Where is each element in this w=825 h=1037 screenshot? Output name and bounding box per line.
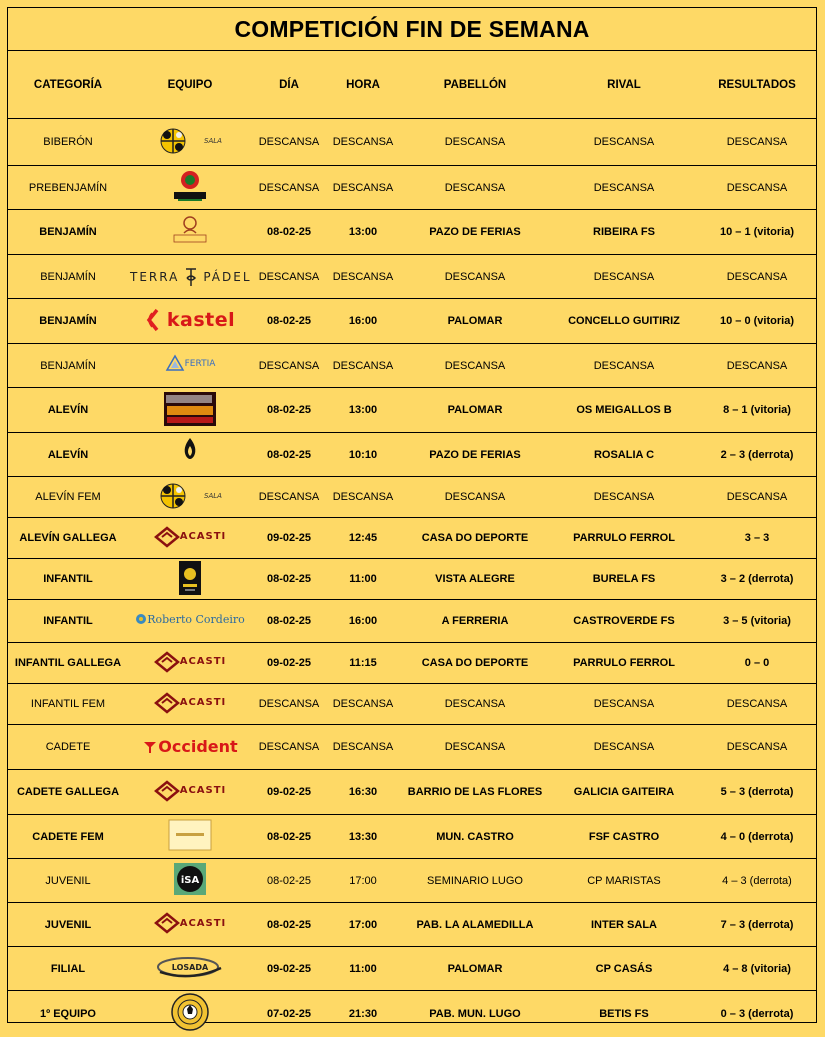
result-cell: DESCANSA [698,477,816,518]
acasti-icon [154,780,180,802]
venue-cell: PAB. MUN. LUGO [429,1007,521,1020]
date-cell: DESCANSA [252,119,326,166]
category-cell: BIBERÓN [8,119,128,166]
table-row [8,388,816,433]
date-cell: 09-02-25 [252,518,326,559]
crest-icon [170,992,210,1032]
team-logo-cell [128,559,252,600]
time-cell: 10:10 [326,433,400,477]
category-cell: 1º EQUIPO [40,1007,96,1020]
table-row [8,119,816,166]
rival-cell: DESCANSA [550,725,698,770]
acasti-logo [154,780,227,802]
team-logo-cell [128,166,252,210]
candelas-icon [170,436,210,470]
time-cell: 16:30 [326,770,400,815]
isa-green-logo [173,862,207,896]
rival-cell: OS MEIGALLOS B [550,388,698,433]
team-logo-cell [128,859,252,903]
crest-logo [170,992,210,1032]
category-cell: CADETE GALLEGA [8,770,128,815]
category-cell: ALEVÍN [8,433,128,477]
time-cell: 11:00 [326,559,400,600]
team-logo-cell [128,388,252,433]
table-row [8,947,816,991]
result-cell: 4 – 8 (vitoria) [698,947,816,991]
category-cell: BENJAMÍN [8,344,128,388]
team-logo-text: ACASTI [179,785,227,796]
team-logo-cell [128,299,252,344]
time-cell: 16:00 [326,299,400,344]
date-cell: DESCANSA [252,684,326,725]
bar-dark-icon [178,560,202,596]
time-cell: 21:30 [348,1007,378,1020]
venue-cell: MUN. CASTRO [400,815,550,859]
codigocar-logo [163,391,217,427]
time-cell: DESCANSA [326,344,400,388]
bar-dark-logo [178,560,202,596]
venue-cell: PAZO DE FERIAS [400,210,550,255]
date-cell: 08-02-25 [252,388,326,433]
venue-cell: DESCANSA [400,255,550,299]
venue-cell: PAZO DE FERIAS [400,433,550,477]
acasti-icon [154,526,180,548]
category-cell: ALEVÍN [8,388,128,433]
team-logo-cell [128,210,252,255]
result-cell: 3 – 2 (derrota) [698,559,816,600]
date-cell: DESCANSA [252,344,326,388]
terra-padel-logo [130,266,252,288]
category-cell: JUVENIL [8,903,128,947]
category-cell: CADETE FEM [8,815,128,859]
rival-cell: DESCANSA [550,166,698,210]
category-cell: ALEVÍN GALLEGA [8,518,128,559]
category-cell: CADETE [8,725,128,770]
acasti-logo [154,526,227,548]
table-row [8,684,816,725]
team-logo-text: Roberto Cordeiro [147,613,245,626]
venue-cell: CASA DO DEPORTE [400,643,550,684]
team-logo-cell [128,433,252,477]
category-cell: PREBENJAMÍN [8,166,128,210]
table-row [8,210,816,255]
date-cell: 08-02-25 [252,859,326,903]
acasti-icon [154,651,180,673]
date-cell: 08-02-25 [252,600,326,643]
team-logo-text: TERRA [130,269,180,284]
venue-cell: DESCANSA [400,344,550,388]
table-row [8,477,816,518]
time-cell: DESCANSA [326,255,400,299]
rival-cell: DESCANSA [550,344,698,388]
roberto-cordeiro-icon [135,613,147,627]
schedule-rows [8,119,816,1037]
venue-cell: A FERRERIA [400,600,550,643]
team-logo-cell [128,255,252,299]
rival-cell: PARRULO FERROL [550,518,698,559]
date-cell: DESCANSA [252,477,326,518]
result-cell: DESCANSA [698,166,816,210]
acasti-logo [154,692,227,714]
venue-cell: VISTA ALEGRE [400,559,550,600]
date-cell: 08-02-25 [252,210,326,255]
time-cell: DESCANSA [326,166,400,210]
box-gold-logo [168,819,212,851]
venue-cell: CASA DO DEPORTE [400,518,550,559]
team-logo-cell [128,600,252,643]
result-cell: 2 – 3 (derrota) [698,433,816,477]
fertia-logo [165,354,216,374]
table-row [8,518,816,559]
date-cell: DESCANSA [252,255,326,299]
team-logo-text: ACASTI [179,917,227,929]
date-cell: 08-02-25 [252,433,326,477]
rival-cell: DESCANSA [550,477,698,518]
team-logo-text: FERTIA [184,359,216,369]
header-resultados: RESULTADOS [698,51,816,119]
venue-cell: DESCANSA [400,684,550,725]
date-cell: 08-02-25 [252,299,326,344]
kastel-logo [145,307,235,333]
date-cell: DESCANSA [252,725,326,770]
lugope-logo [168,213,212,249]
category-cell: BENJAMÍN [8,299,128,344]
team-logo-cell [128,725,252,770]
fertia-icon [165,354,185,374]
rival-cell: CASTROVERDE FS [550,600,698,643]
venue-cell: PAB. LA ALAMEDILLA [400,903,550,947]
team-logo-text: ACASTI [179,697,227,708]
venue-cell: PALOMAR [400,388,550,433]
time-cell: 16:00 [326,600,400,643]
table-row [8,255,816,299]
table-row [8,433,816,477]
team-logo-text: SALA [204,491,222,500]
acasti-logo [154,912,227,934]
team-logo-text: Occident [158,736,238,756]
header-pabellon: PABELLÓN [400,51,550,119]
rival-cell: BURELA FS [550,559,698,600]
acasti-icon [154,692,180,714]
rival-cell: PARRULO FERROL [550,643,698,684]
result-cell: DESCANSA [698,344,816,388]
rival-cell: ROSALIA C [550,433,698,477]
result-cell: 0 – 3 (derrota) [720,1007,794,1020]
date-cell: DESCANSA [252,166,326,210]
zertin-icon [165,169,215,203]
rival-cell: CP CASÁS [550,947,698,991]
schedule-table [8,51,816,1037]
table-row [8,643,816,684]
acasti-logo [154,651,227,673]
time-cell: DESCANSA [326,725,400,770]
rival-cell: RIBEIRA FS [550,210,698,255]
rival-cell: DESCANSA [550,684,698,725]
title-row [8,8,816,51]
header-categoria: CATEGORÍA [8,51,128,119]
occident-logo [142,737,237,756]
isa-green-icon [173,862,207,896]
header-equipo: EQUIPO [128,51,252,119]
table-row [8,600,816,643]
team-logo-cell [128,119,252,166]
time-cell: DESCANSA [326,684,400,725]
table-row [8,559,816,600]
result-cell: DESCANSA [698,684,816,725]
terra-padel-icon [183,266,199,288]
kastel-icon [145,307,167,333]
time-cell: 13:00 [326,210,400,255]
time-cell: 13:00 [326,388,400,433]
rival-cell: BETIS FS [599,1007,649,1020]
result-cell: 5 – 3 (derrota) [698,770,816,815]
header-rival: RIVAL [550,51,698,119]
rival-cell: FSF CASTRO [550,815,698,859]
rival-cell: CP MARISTAS [550,859,698,903]
rival-cell: GALICIA GAITEIRA [550,770,698,815]
venue-cell: PALOMAR [400,947,550,991]
venue-cell: DESCANSA [400,477,550,518]
result-cell: DESCANSA [698,255,816,299]
venue-cell: SEMINARIO LUGO [400,859,550,903]
header-hora: HORA [326,51,400,119]
table-row [8,725,816,770]
category-cell: BENJAMÍN [8,210,128,255]
result-cell: 0 – 0 [698,643,816,684]
category-cell: INFANTIL [8,600,128,643]
table-row [8,815,816,859]
category-cell: BENJAMÍN [8,255,128,299]
ball-sala-logo [158,126,222,156]
table-row [8,166,816,210]
date-cell: 09-02-25 [252,643,326,684]
table-row [8,770,816,815]
ball-sala-logo [158,481,222,511]
time-cell: 12:45 [326,518,400,559]
venue-cell: DESCANSA [400,119,550,166]
team-logo-cell [128,770,252,815]
rival-cell: INTER SALA [550,903,698,947]
lugope-icon [168,213,212,249]
occident-icon [142,738,158,754]
rival-cell: CONCELLO GUITIRIZ [550,299,698,344]
time-cell: 11:00 [326,947,400,991]
result-cell: 4 – 3 (derrota) [698,859,816,903]
zertin-logo [165,169,215,203]
venue-cell: PALOMAR [400,299,550,344]
codigocar-icon [163,391,217,427]
table-row [8,299,816,344]
time-cell: DESCANSA [326,477,400,518]
time-cell: 17:00 [326,859,400,903]
acasti-icon [154,912,180,934]
result-cell: 7 – 3 (derrota) [698,903,816,947]
date-cell: 09-02-25 [252,770,326,815]
table-row [8,344,816,388]
date-cell: 08-02-25 [252,559,326,600]
team-logo-text: kastel [166,308,236,331]
team-logo-text: ACASTI [179,656,227,667]
time-cell: 17:00 [326,903,400,947]
result-cell: 3 – 3 [698,518,816,559]
result-cell: 10 – 1 (vitoria) [698,210,816,255]
team-logo-text: SALA [204,136,222,145]
date-cell: 08-02-25 [252,903,326,947]
team-logo-cell [128,903,252,947]
header-dia: DÍA [252,51,326,119]
schedule-sheet [7,7,817,1023]
category-cell: INFANTIL FEM [8,684,128,725]
category-cell: INFANTIL GALLEGA [8,643,128,684]
result-cell: 4 – 0 (derrota) [698,815,816,859]
candelas-logo [170,436,210,470]
page-title: COMPETICIÓN FIN DE SEMANA [234,15,590,42]
category-cell: JUVENIL [8,859,128,903]
result-cell: DESCANSA [698,725,816,770]
team-logo-cell [128,947,252,991]
team-logo-cell [128,477,252,518]
header-row [8,51,816,119]
rival-cell: DESCANSA [550,119,698,166]
team-logo-text: ACASTI [179,531,227,542]
date-cell: 09-02-25 [252,947,326,991]
result-cell: 8 – 1 (vitoria) [698,388,816,433]
result-cell: 10 – 0 (vitoria) [698,299,816,344]
category-cell: FILIAL [8,947,128,991]
svg-text:iSA: iSA [180,875,200,886]
venue-cell: DESCANSA [400,166,550,210]
team-logo-text: LOSADA [171,962,209,972]
team-logo-cell [128,344,252,388]
losada-logo [155,954,225,980]
team-logo-cell [128,684,252,725]
team-logo-text: PÁDEL [203,269,252,284]
result-cell: DESCANSA [698,119,816,166]
category-cell: INFANTIL [8,559,128,600]
date-cell: 07-02-25 [266,1007,312,1020]
time-cell: 13:30 [326,815,400,859]
time-cell: 11:15 [326,643,400,684]
team-logo-cell [128,518,252,559]
time-cell: DESCANSA [326,119,400,166]
box-gold-icon [168,819,212,851]
roberto-cordeiro-logo [135,613,245,627]
date-cell: 08-02-25 [252,815,326,859]
table-row [8,903,816,947]
venue-cell: DESCANSA [400,725,550,770]
rival-cell: DESCANSA [550,255,698,299]
result-cell: 3 – 5 (vitoria) [698,600,816,643]
table-row [8,859,816,903]
category-cell: ALEVÍN FEM [8,477,128,518]
team-logo-cell [128,815,252,859]
venue-cell: BARRIO DE LAS FLORES [400,770,550,815]
team-logo-cell [128,643,252,684]
